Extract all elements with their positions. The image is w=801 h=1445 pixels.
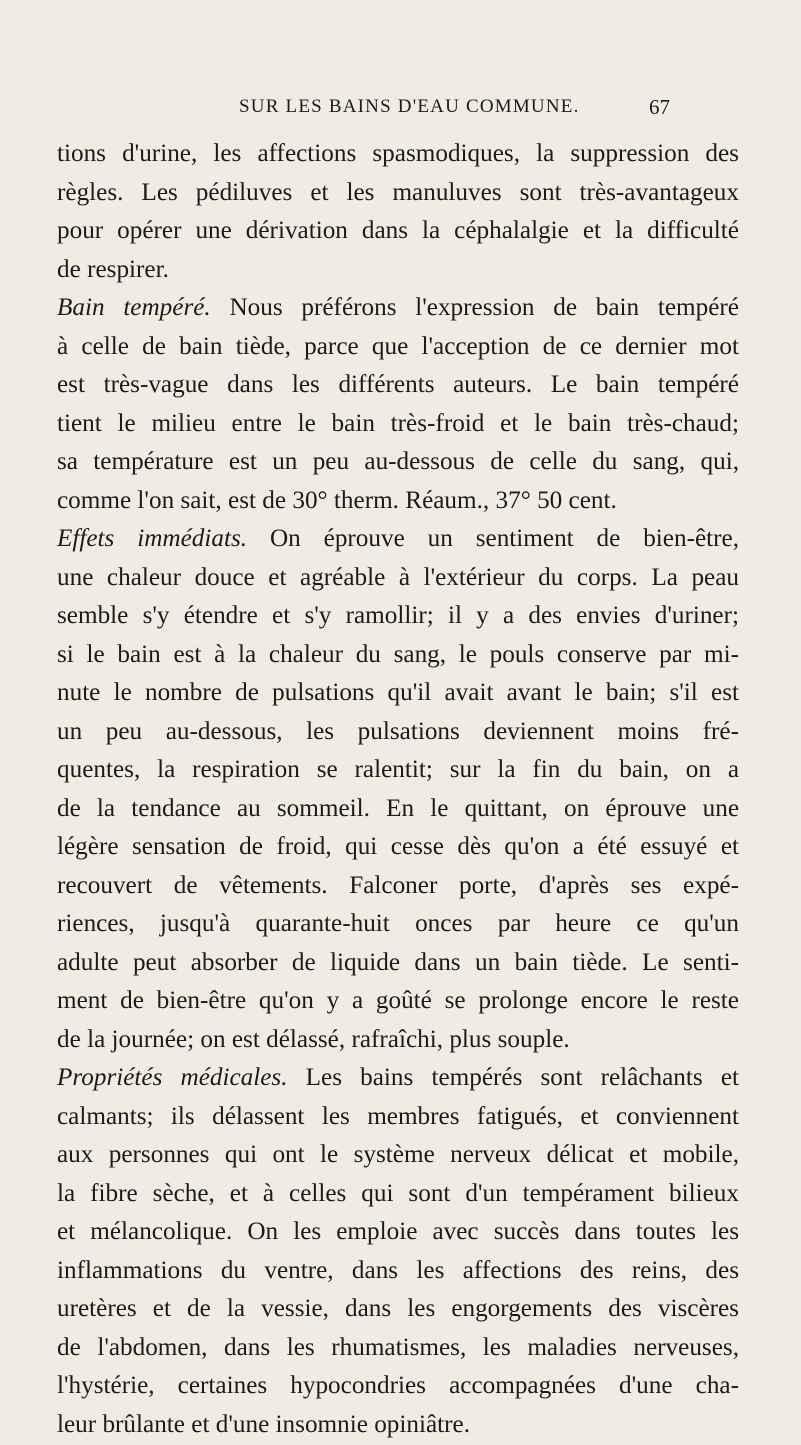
text-line: de l'abdomen, dans les rhumatismes, les maladies nerveuses, — [57, 1333, 739, 1361]
paragraph-start-line: Bain tempéré. Nous préférons l'expression de bain tempéré — [57, 294, 739, 321]
text-line: tient le milieu entre le bain très-froid et le bain très-chaud; — [57, 409, 739, 437]
text-line: calmants; ils délassent les membres fatigués, et conviennent — [57, 1102, 739, 1130]
text-line: riences, jusqu'à quarante-huit onces par heure ce qu'un — [57, 910, 739, 937]
text-line: tions d'urine, les affections spasmodiques, la suppression des — [57, 140, 739, 167]
text-line: règles. Les pédiluves et les manuluves sont très-avantageux — [57, 178, 739, 206]
section-heading-effets-immediats: Effets immédiats. — [57, 525, 248, 552]
text-line: adulte peut absorber de liquide dans un bain tiède. Le senti- — [57, 948, 739, 976]
text-line: recouvert de vêtements. Falconer porte, d'après ses expé- — [57, 871, 739, 899]
text-line: ment de bien-être qu'on y a goûté se prolonge encore le reste — [57, 987, 739, 1014]
text-line: est très-vague dans les différents auteurs. Le bain tempéré — [57, 371, 739, 398]
paragraph-start-line: Effets immédiats. On éprouve un sentiment de bien-être, — [57, 525, 740, 552]
text-line: l'hystérie, certaines hypocondries accompagnées d'une cha- — [57, 1372, 739, 1399]
text-line: une chaleur douce et agréable à l'extérieur du corps. La peau — [57, 563, 739, 591]
paragraph-end-line: leur brûlante et d'une insomnie opiniâtre. — [57, 1410, 471, 1438]
text-line: inflammations du ventre, dans les affections des reins, des — [57, 1256, 739, 1284]
paragraph-end-line: de respirer. — [57, 255, 169, 283]
text-line: uretères et de la vessie, dans les engorgements des viscères — [57, 1295, 739, 1322]
text-line: la fibre sèche, et à celles qui sont d'un tempérament bilieux — [57, 1179, 739, 1207]
page-number: 67 — [649, 95, 670, 119]
text-line: aux personnes qui ont le système nerveux délicat et mobile, — [57, 1141, 739, 1168]
text-line: légère sensation de froid, qui cesse dès qu'on a été essuyé et — [57, 833, 739, 860]
paragraph-end-line: de la journée; on est délassé, rafraîchi, plus souple. — [57, 1025, 570, 1053]
text-line: sa température est un peu au-dessous de celle du sang, qui, — [57, 448, 739, 475]
text-line: semble s'y étendre et s'y ramollir; il y a des envies d'uriner; — [57, 602, 739, 629]
paragraph-end-line: comme l'on sait, est de 30° therm. Réaum., 37° 50 cent. — [57, 486, 617, 514]
text-line: si le bain est à la chaleur du sang, le pouls conserve par mi- — [57, 640, 739, 668]
section-heading-proprietes-medicales: Propriétés médicales. — [57, 1064, 288, 1091]
text-line: un peu au-dessous, les pulsations deviennent moins fré- — [57, 717, 739, 745]
section-heading-bain-tempere: Bain tempéré. — [57, 294, 211, 321]
paragraph-start-line: Propriétés médicales. Les bains tempérés sont relâchants et — [57, 1064, 739, 1091]
text-line: de la tendance au sommeil. En le quittant, on éprouve une — [57, 794, 739, 822]
running-head — [0, 92, 801, 122]
text-line: nute le nombre de pulsations qu'il avait avant le bain; s'il est — [57, 679, 739, 706]
running-title: SUR LES BAINS D'EAU COMMUNE. — [239, 96, 580, 117]
text-line: et mélancolique. On les emploie avec succès dans toutes les — [57, 1218, 739, 1245]
text-line: pour opérer une dérivation dans la céphalalgie et la difficulté — [57, 217, 739, 244]
text-line: à celle de bain tiède, parce que l'acception de ce dernier mot — [57, 332, 739, 360]
text-line: quentes, la respiration se ralentit; sur la fin du bain, on a — [57, 756, 739, 783]
